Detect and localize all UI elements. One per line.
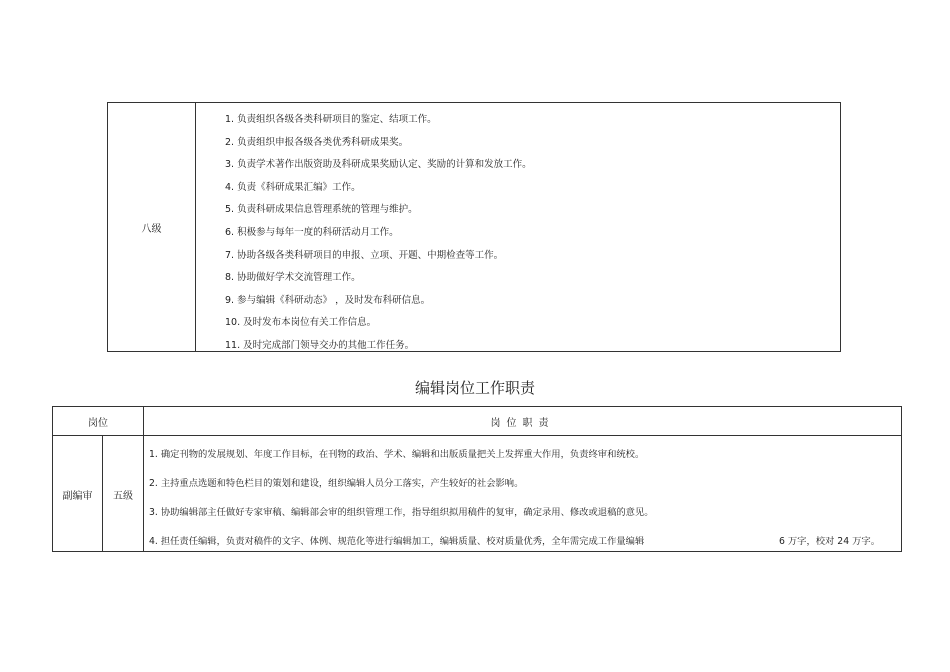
- header-position: 岗位: [53, 407, 144, 435]
- duty-item: 2. 主持重点选题和特色栏目的策划和建设，组织编辑人员分工落实，产生较好的社会影响。: [149, 478, 524, 489]
- duty-item: 3. 负责学术著作出版资助及科研成果奖励认定、奖励的计算和发放工作。: [225, 159, 532, 171]
- position-cell: 副编审: [53, 436, 103, 552]
- duty-item: 7. 协助各级各类科研项目的申报、立项、开题、中期检查等工作。: [225, 249, 504, 261]
- duty-item: 9. 参与编辑《科研动态》 ，及时发布科研信息。: [225, 294, 431, 306]
- table-header: [53, 407, 901, 436]
- duty-item: 1. 确定刊物的发展规划、年度工作目标，在刊物的政治、学术、编辑和出版质量把关上发挥重大作用，负责终审和统校。: [149, 449, 645, 460]
- duty-item: 6. 积极参与每年一度的科研活动月工作。: [225, 226, 399, 238]
- duty-item: 10. 及时发布本岗位有关工作信息。: [225, 317, 377, 329]
- duty-list: [196, 103, 840, 351]
- duty-item-text: 4. 担任责任编辑，负责对稿件的文字、体例、规范化等进行编辑加工，编辑质量、校对质量优秀，全年需完成工作量编辑: [149, 536, 645, 547]
- table-row: [53, 436, 901, 552]
- duty-item: 11. 及时完成部门领导交办的其他工作任务。: [225, 339, 415, 351]
- duty-item: 8. 协助做好学术交流管理工作。: [225, 272, 361, 284]
- section-title: 编辑岗位工作职责: [414, 379, 535, 397]
- duty-item: 1. 负责组织各级各类科研项目的鉴定、结项工作。: [225, 114, 437, 125]
- header-duties: 岗位职责: [490, 417, 555, 429]
- duty-item: [149, 527, 901, 556]
- duty-item: 5. 负责科研成果信息管理系统的管理与维护。: [225, 204, 418, 216]
- duty-item: 4. 负责《科研成果汇编》工作。: [225, 181, 361, 193]
- level-cell: 五级: [103, 436, 144, 552]
- duty-item: 3. 协助编辑部主任做好专家审稿、编辑部会审的组织管理工作，指导组织拟用稿件的复审，确定录用、修改或退稿的意见。: [149, 507, 654, 518]
- duty-item-quota: 6 万字，校对 24 万字。: [779, 536, 880, 547]
- level-cell: 八级: [108, 103, 196, 351]
- duty-item: 2. 负责组织申报各级各类优秀科研成果奖。: [225, 136, 409, 148]
- duty-list: [144, 436, 901, 552]
- editor-duty-table: [52, 406, 902, 552]
- duty-table-level-8: [107, 102, 841, 352]
